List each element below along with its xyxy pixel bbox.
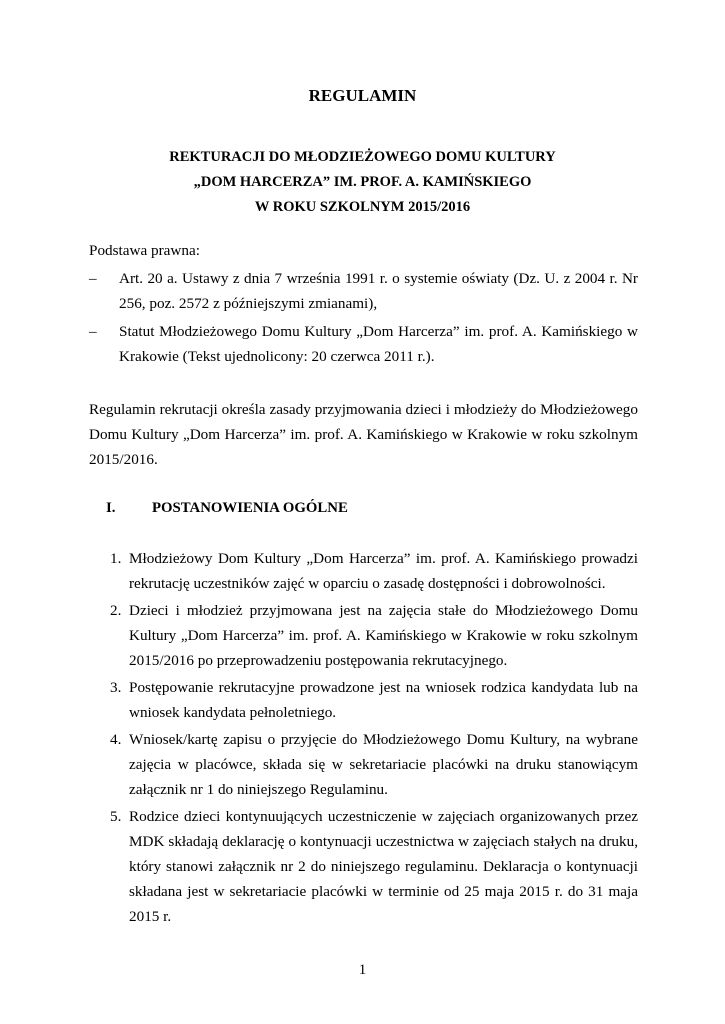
section-number: I. — [106, 500, 116, 516]
subtitle-line: „DOM HARCERZA” IM. PROF. A. KAMIŃSKIEGO — [193, 174, 532, 190]
legal-basis-item — [89, 319, 638, 369]
dash-bullet: – — [89, 323, 97, 340]
legal-basis-item — [89, 266, 638, 316]
legal-basis-text: Art. 20 a. Ustawy z dnia 7 września 1991 r. o systemie oświaty (Dz. U. z 2004 r. Nr 256, poz. 2572 z późniejszymi zmianami), — [119, 270, 638, 312]
list-item: 1. Młodzieżowy Dom Kultury „Dom Harcerza” im. prof. A. Kamińskiego prowadzi rekrutację uczestników zajęć w oparciu o zasadę dostępności i dobrowolności. — [110, 550, 638, 592]
list-item-text: Postępowanie rekrutacyjne prowadzone jest na wniosek rodzica kandydata lub na wniosek kandydata pełnoletniego. — [129, 679, 638, 721]
list-item-text: Dzieci i młodzież przyjmowana jest na zajęcia stałe do Młodzieżowego Domu Kultury „Dom Harcerza” im. prof. A. Kamińskiego w Krakowie w roku szkolnym 2015/2016 po przeprowadzeniu postępowania rekrutacyjnego. — [129, 602, 638, 669]
list-item-text: Młodzieżowy Dom Kultury „Dom Harcerza” im. prof. A. Kamińskiego prowadzi rekrutację uczestników zajęć w oparciu o zasadę dostępności i dobrowolności. — [129, 550, 638, 592]
list-item: 4. Wniosek/kartę zapisu o przyjęcie do Młodzieżowego Domu Kultury, na wybrane zajęcia w placówce, składa się w sekretariacie placówki na druku stanowiącym załącznik nr 1 do niniejszego Regulaminu. — [110, 731, 638, 798]
list-item-text: Rodzice dzieci kontynuujących uczestniczenie w zajęciach organizowanych przez MDK składają deklarację o kontynuacji uczestnictwa w zajęciach stałych na druku, który stanowi załącznik nr 2 do niniejszego regulaminu. Deklaracja o kontynuacji składana jest w sekretariacie placówki w terminie od 25 maja 2015 r. do 31 maja 2015 r. — [129, 808, 638, 925]
document-subtitle — [0, 145, 725, 220]
dash-bullet: – — [89, 270, 97, 287]
document-title: REGULAMIN — [308, 86, 417, 105]
subtitle-line: REKTURACJI DO MŁODZIEŻOWEGO DOMU KULTURY — [169, 149, 556, 165]
list-item: 5. Rodzice dzieci kontynuujących uczestniczenie w zajęciach organizowanych przez MDK składają deklarację o kontynuacji uczestnictwa w zajęciach stałych na druku, który stanowi załącznik nr 2 do niniejszego regulaminu. Deklaracja o kontynuacji składana jest w sekretariacie placówki w terminie od 25 maja 2015 r. do 31 maja 2015 r. — [110, 808, 638, 925]
section-heading — [106, 497, 348, 519]
intro-paragraph: Regulamin rekrutacji określa zasady przyjmowania dzieci i młodzieży do Młodzieżowego Domu Kultury „Dom Harcerza” im. prof. A. Kamińskiego w Krakowie w roku szkolnym 2015/2016. — [89, 401, 638, 468]
list-item: 2. Dzieci i młodzież przyjmowana jest na zajęcia stałe do Młodzieżowego Domu Kultury „Dom Harcerza” im. prof. A. Kamińskiego w Krakowie w roku szkolnym 2015/2016 po przeprowadzeniu postępowania rekrutacyjnego. — [110, 602, 638, 669]
general-provisions-list — [89, 546, 638, 931]
list-item-text: Wniosek/kartę zapisu o przyjęcie do Młodzieżowego Domu Kultury, na wybrane zajęcia w placówce, składa się w sekretariacie placówki na druku stanowiącym załącznik nr 1 do niniejszego Regulaminu. — [129, 731, 638, 798]
subtitle-line: W ROKU SZKOLNYM 2015/2016 — [254, 199, 471, 215]
list-item: 3. Postępowanie rekrutacyjne prowadzone jest na wniosek rodzica kandydata lub na wniosek kandydata pełnoletniego. — [110, 679, 638, 721]
page-number: 1 — [358, 962, 367, 978]
legal-basis-label: Podstawa prawna: — [89, 242, 200, 259]
legal-basis-list — [89, 266, 638, 372]
section-title: POSTANOWIENIA OGÓLNE — [152, 500, 348, 516]
legal-basis-text: Statut Młodzieżowego Domu Kultury „Dom Harcerza” im. prof. A. Kamińskiego w Krakowie (Tekst ujednolicony: 20 czerwca 2011 r.). — [119, 323, 638, 365]
